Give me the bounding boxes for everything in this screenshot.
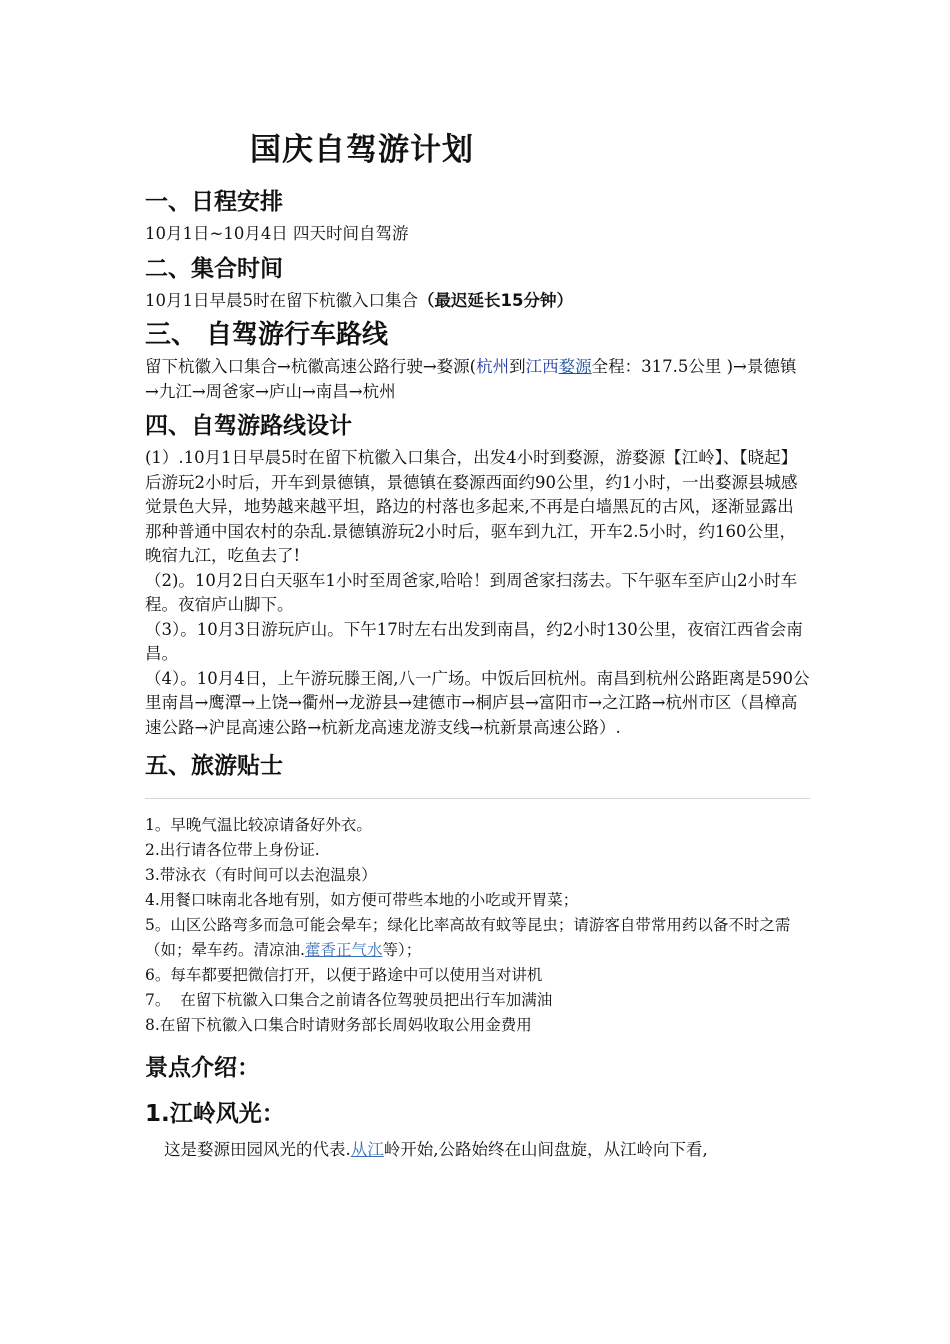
route-day-4: （4）。10月4日，上午游玩滕王阁,八一广场。中饭后回杭州。南昌到杭州公路距离是590公里南昌→鹰潭→上饶→衢州→龙游县→建德市→桐庐县→富阳市→之江路→杭州市区（昌樟高速公路→沪昆高速公路→杭新龙高速龙游支线→杭新景高速公路）.: [145, 668, 810, 737]
tip-2: 2.出行请各位带上身份证.: [145, 841, 320, 859]
meeting-time-text: [145, 289, 810, 314]
tip-6: 6。每车都要把微信打开，以便于路途中可以使用当对讲机: [145, 966, 543, 984]
jiangling-text-a: 这是婺源田园风光的代表.: [164, 1140, 351, 1159]
heading-jiangling: 1.江岭风光：: [145, 1101, 285, 1127]
tip-7: 7。 在留下杭徽入口集合之前请各位驾驶员把出行车加满油: [145, 991, 553, 1009]
meeting-time-note: （最迟延长15分钟）: [418, 290, 573, 310]
link-congjiang[interactable]: 从江: [350, 1140, 384, 1159]
document-page: [145, 120, 810, 1163]
schedule-text: 10月1日~10月4日 四天时间自驾游: [145, 224, 409, 243]
jiangling-text-b: 岭开始,公路始终在山间盘旋，从江岭向下看,: [383, 1140, 708, 1159]
page-title: 国庆自驾游计划: [250, 132, 474, 168]
link-hangzhou[interactable]: 杭州: [476, 357, 510, 376]
route-day-1: (1）.10月1日早晨5时在留下杭徽入口集合，出发4小时到婺源，游婺源【江岭】、【晓起】后游玩2小时后，开车到景德镇，景德镇在婺源西面约90公里，约1小时，一出婺源县城感觉景色大异，地势越来越平坦，路边的村落也多起来,不再是白墙黑瓦的古风，逐渐显露出那种普通中国农村的杂乱.景德镇游玩2小时后，驱车到九江，开车2.5小时，约160公里，晚宿九江，吃鱼去了!: [145, 448, 798, 565]
link-huoxiang[interactable]: 藿香正气水: [304, 941, 383, 959]
route-day-2: （2)。10月2日白天驱车1小时至周爸家,哈哈！到周爸家扫荡去。下午驱车至庐山2小时车程。夜宿庐山脚下。: [145, 570, 798, 614]
tip-5-text-b: 等）；: [382, 941, 422, 959]
heading-attractions: 景点介绍：: [145, 1055, 260, 1081]
tip-8: 8.在留下杭徽入口集合时请财务部长周妈收取公用金费用: [145, 1016, 532, 1034]
jiangling-text: [145, 1138, 810, 1163]
divider: [145, 798, 810, 799]
route-to: 到: [509, 357, 526, 376]
route-part-b: 全程：317.5公里 )→景德镇→九江→周爸家→庐山→南昌→杭州: [145, 357, 797, 401]
route-part-a: 留下杭徽入口集合→杭徽高速公路行驶→婺源(: [145, 357, 477, 376]
link-wuyuan[interactable]: 婺源: [558, 357, 592, 376]
heading-route: 三、 自驾游行车路线: [145, 320, 389, 350]
heading-route-design: 四、自驾游路线设计: [145, 413, 352, 439]
tip-5-text-a: 5。山区公路弯多而急可能会晕车；绿化比率高故有蚊等昆虫；请游客自带常用药以备不时之需（如；晕车药。清凉油.: [145, 916, 791, 959]
route-text: [145, 355, 810, 404]
meeting-time-main: 10月1日早晨5时在留下杭徽入口集合: [145, 290, 418, 310]
tip-1: 1。早晚气温比较凉请备好外衣。: [145, 816, 372, 834]
heading-meeting-time: 二、集合时间: [145, 255, 283, 282]
tip-5: [145, 913, 810, 963]
route-day-3: （3）。10月3日游玩庐山。下午17时左右出发到南昌，约2小时130公里，夜宿江西省会南昌。: [145, 619, 803, 663]
tips-list: [145, 813, 810, 1038]
heading-schedule: 一、日程安排: [145, 189, 283, 215]
tip-4: 4.用餐口味南北各地有别，如方便可带些本地的小吃或开胃菜；: [145, 891, 579, 909]
link-jiangxi[interactable]: 江西: [525, 357, 559, 376]
heading-tips: 五、旅游贴士: [145, 753, 283, 779]
tip-3: 3.带泳衣（有时间可以去泡温泉）: [145, 866, 377, 884]
